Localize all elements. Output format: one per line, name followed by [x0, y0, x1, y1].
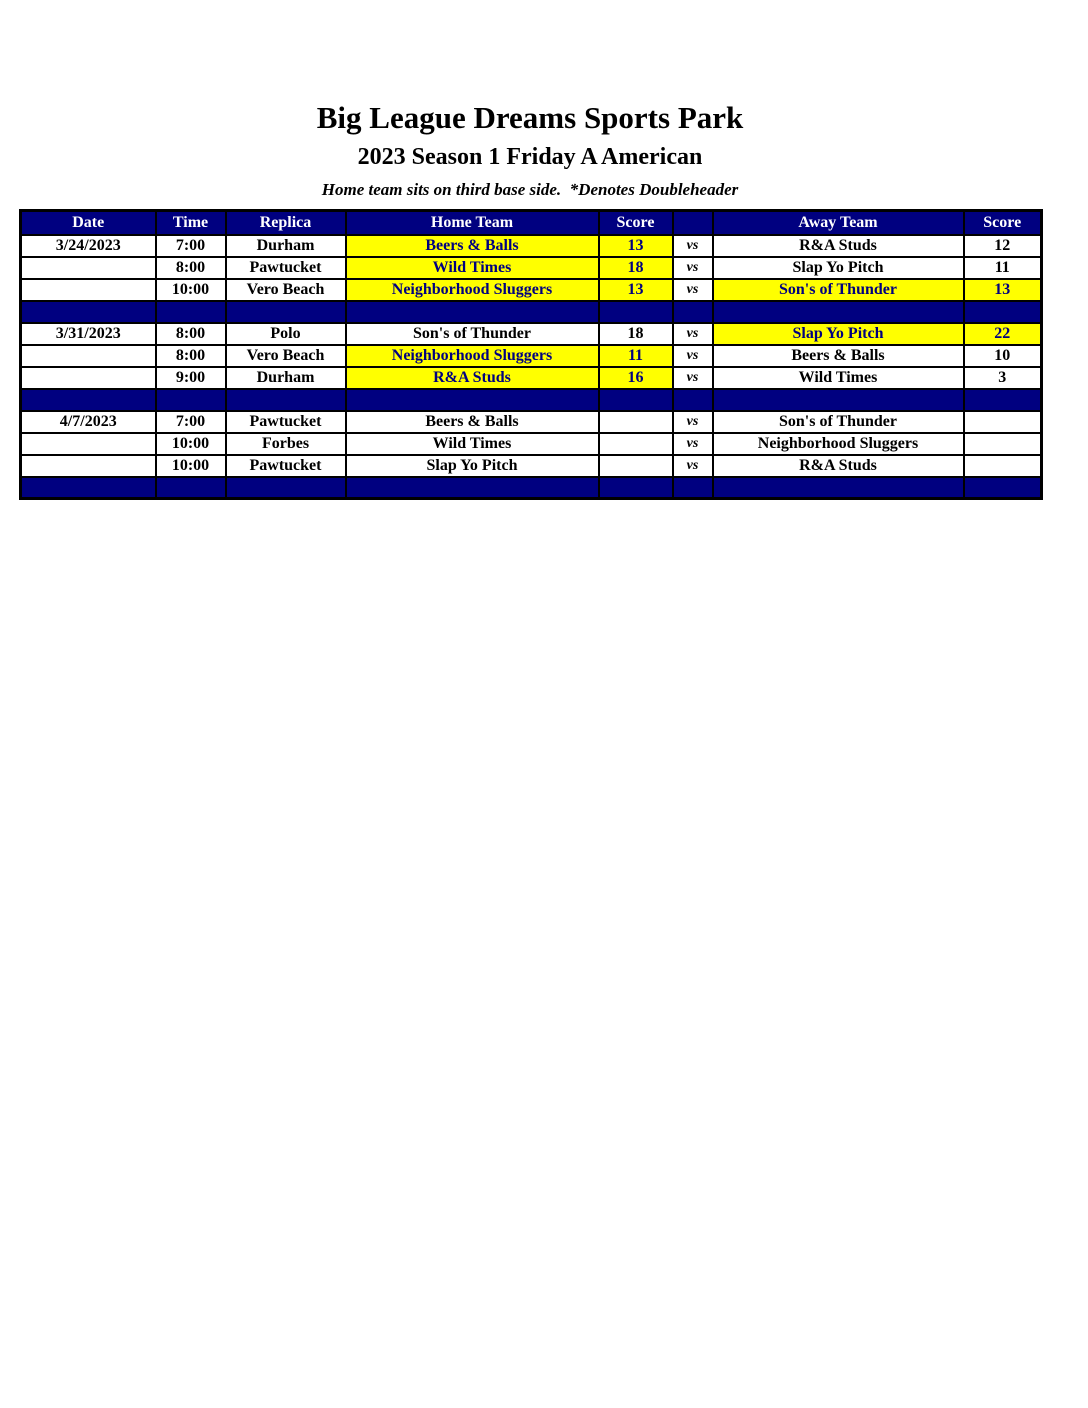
away-score-cell [964, 433, 1042, 455]
game-row [21, 433, 1042, 455]
home-score-cell [599, 411, 673, 433]
header-block [20, 100, 1040, 200]
away-score-cell: 12 [964, 235, 1042, 257]
separator-cell [673, 301, 713, 323]
away-team-cell: Son's of Thunder [713, 411, 964, 433]
replica-cell: Forbes [226, 433, 346, 455]
game-row [21, 455, 1042, 477]
vs-cell: vs [673, 433, 713, 455]
replica-cell: Pawtucket [226, 455, 346, 477]
game-row [21, 367, 1042, 389]
separator-cell [346, 301, 599, 323]
separator-cell [964, 301, 1042, 323]
date-cell [21, 433, 156, 455]
time-cell: 10:00 [156, 433, 226, 455]
column-header: Time [156, 211, 226, 235]
home-team-note: Home team sits on third base side. *Denotes Doubleheader [321, 180, 739, 199]
separator-cell [673, 477, 713, 499]
time-cell: 7:00 [156, 411, 226, 433]
column-header: Away Team [713, 211, 964, 235]
time-cell: 9:00 [156, 367, 226, 389]
away-team-cell: Neighborhood Sluggers [713, 433, 964, 455]
away-team-cell: R&A Studs [713, 235, 964, 257]
separator-cell [346, 389, 599, 411]
time-cell: 7:00 [156, 235, 226, 257]
date-cell [21, 345, 156, 367]
home-score-cell: 18 [599, 323, 673, 345]
home-score-cell: 11 [599, 345, 673, 367]
home-team-cell: Beers & Balls [346, 235, 599, 257]
schedule-table-head [21, 211, 1042, 235]
game-row [21, 257, 1042, 279]
separator-cell [21, 477, 156, 499]
vs-cell: vs [673, 257, 713, 279]
replica-cell: Durham [226, 235, 346, 257]
vs-cell: vs [673, 367, 713, 389]
home-score-cell [599, 433, 673, 455]
away-score-cell: 10 [964, 345, 1042, 367]
separator-cell [599, 301, 673, 323]
column-header: Score [964, 211, 1042, 235]
vs-cell: vs [673, 345, 713, 367]
replica-cell: Vero Beach [226, 345, 346, 367]
column-header: Home Team [346, 211, 599, 235]
date-cell: 3/24/2023 [21, 235, 156, 257]
time-cell: 10:00 [156, 455, 226, 477]
column-header [673, 211, 713, 235]
replica-cell: Pawtucket [226, 257, 346, 279]
separator-cell [21, 389, 156, 411]
separator-cell [226, 389, 346, 411]
home-score-cell: 18 [599, 257, 673, 279]
page-subtitle: 2023 Season 1 Friday A American [357, 144, 703, 170]
separator-row [21, 301, 1042, 323]
away-score-cell: 3 [964, 367, 1042, 389]
schedule-table-body [21, 235, 1042, 499]
away-team-cell: Wild Times [713, 367, 964, 389]
date-cell: 3/31/2023 [21, 323, 156, 345]
column-header: Score [599, 211, 673, 235]
replica-cell: Durham [226, 367, 346, 389]
vs-cell: vs [673, 455, 713, 477]
separator-row [21, 477, 1042, 499]
column-header: Date [21, 211, 156, 235]
separator-cell [599, 389, 673, 411]
separator-cell [21, 301, 156, 323]
away-team-cell: R&A Studs [713, 455, 964, 477]
home-team-cell: Son's of Thunder [346, 323, 599, 345]
away-score-cell [964, 455, 1042, 477]
time-cell: 8:00 [156, 323, 226, 345]
date-cell [21, 367, 156, 389]
home-team-cell: Beers & Balls [346, 411, 599, 433]
replica-cell: Pawtucket [226, 411, 346, 433]
game-row [21, 345, 1042, 367]
home-team-cell: Neighborhood Sluggers [346, 279, 599, 301]
home-team-cell: Neighborhood Sluggers [346, 345, 599, 367]
separator-cell [673, 389, 713, 411]
home-team-cell: R&A Studs [346, 367, 599, 389]
separator-cell [599, 477, 673, 499]
separator-cell [226, 477, 346, 499]
away-team-cell: Slap Yo Pitch [713, 257, 964, 279]
away-score-cell: 22 [964, 323, 1042, 345]
home-score-cell: 16 [599, 367, 673, 389]
separator-cell [713, 301, 964, 323]
replica-cell: Vero Beach [226, 279, 346, 301]
vs-cell: vs [673, 323, 713, 345]
date-cell [21, 455, 156, 477]
separator-cell [964, 477, 1042, 499]
time-cell: 8:00 [156, 345, 226, 367]
time-cell: 8:00 [156, 257, 226, 279]
home-score-cell: 13 [599, 279, 673, 301]
away-team-cell: Beers & Balls [713, 345, 964, 367]
column-header: Replica [226, 211, 346, 235]
home-score-cell [599, 455, 673, 477]
home-score-cell: 13 [599, 235, 673, 257]
date-cell [21, 279, 156, 301]
separator-cell [346, 477, 599, 499]
game-row [21, 323, 1042, 345]
vs-cell: vs [673, 235, 713, 257]
game-row [21, 235, 1042, 257]
home-team-cell: Wild Times [346, 433, 599, 455]
page-title: Big League Dreams Sports Park [316, 100, 744, 135]
away-team-cell: Son's of Thunder [713, 279, 964, 301]
replica-cell: Polo [226, 323, 346, 345]
away-score-cell [964, 411, 1042, 433]
separator-cell [156, 477, 226, 499]
away-team-cell: Slap Yo Pitch [713, 323, 964, 345]
vs-cell: vs [673, 279, 713, 301]
separator-cell [226, 301, 346, 323]
away-score-cell: 13 [964, 279, 1042, 301]
vs-cell: vs [673, 411, 713, 433]
separator-cell [964, 389, 1042, 411]
time-cell: 10:00 [156, 279, 226, 301]
header-row [21, 211, 1042, 235]
home-team-cell: Slap Yo Pitch [346, 455, 599, 477]
separator-cell [156, 389, 226, 411]
home-team-cell: Wild Times [346, 257, 599, 279]
schedule-table [19, 209, 1043, 500]
date-cell [21, 257, 156, 279]
date-cell: 4/7/2023 [21, 411, 156, 433]
game-row [21, 411, 1042, 433]
away-score-cell: 11 [964, 257, 1042, 279]
separator-cell [156, 301, 226, 323]
game-row [21, 279, 1042, 301]
separator-cell [713, 477, 964, 499]
separator-row [21, 389, 1042, 411]
separator-cell [713, 389, 964, 411]
